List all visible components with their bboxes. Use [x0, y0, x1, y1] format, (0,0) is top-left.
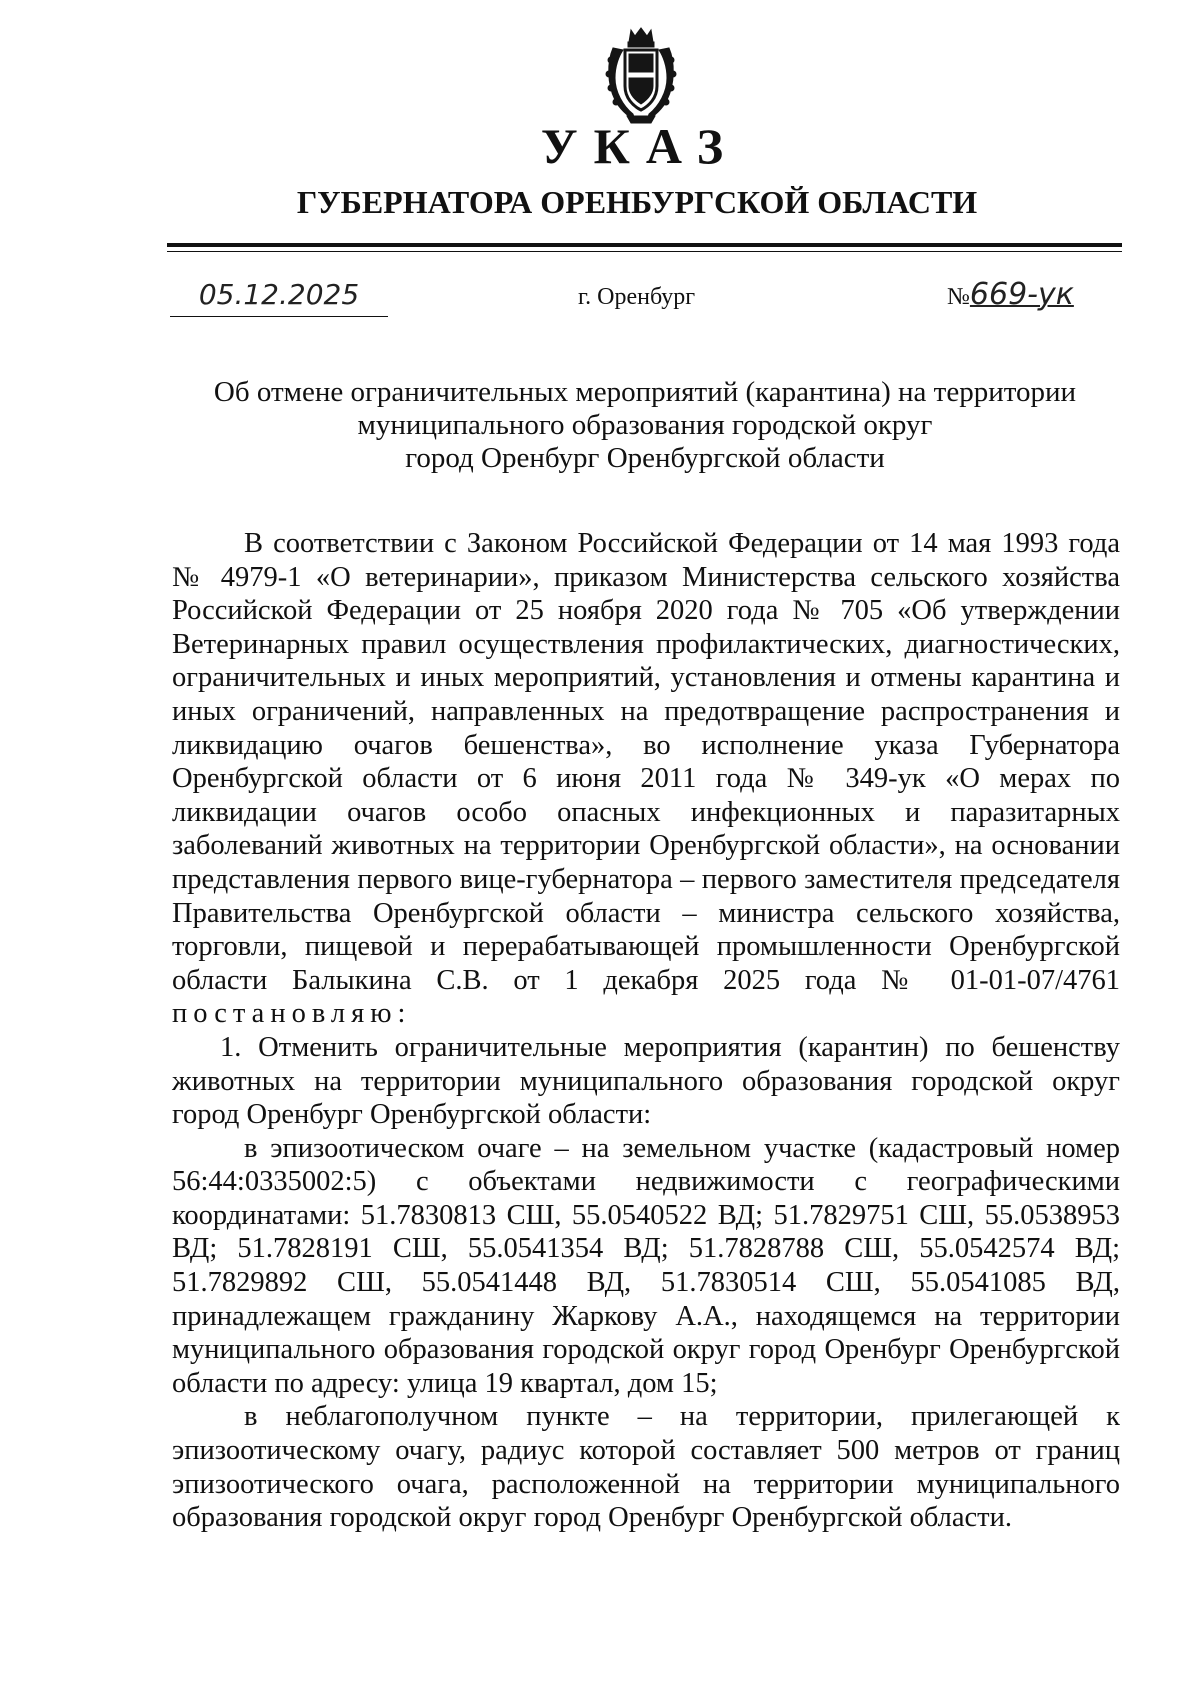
- document-number-value: 669-ук: [969, 277, 1074, 312]
- document-number-prefix: №: [947, 284, 970, 310]
- decree-word: постановляю:: [172, 998, 412, 1030]
- preamble-paragraph: [172, 527, 1120, 1031]
- item-1-focus-paragraph: в эпизоотическом очаге – на земельном участке (кадастровый номер 56:44:0335002:5) с объектами недвижимости с географическими координатами: 51.7830813 СШ, 55.0540522 ВД; 51.7829751 СШ, 55.0538953 ВД; 51.7828191 СШ, 55.0541354 ВД; 51.7828788 СШ, 55.0542574 ВД; 51.7829892 СШ, 55.0541448 ВД, 51.7830514 СШ, 55.0541085 ВД, принадлежащем гражданину Жаркову А.А., находящемся на территории муниципального образования городской округ город Оренбург Оренбургской области по адресу: улица 19 квартал, дом 15;: [172, 1132, 1120, 1399]
- document-body: [172, 527, 1120, 1535]
- header-divider-thin: [167, 251, 1122, 252]
- document-city: г. Оренбург: [578, 284, 696, 310]
- preamble-text: В соответствии с Законом Российской Федерации от 14 мая 1993 года № 4979-1 «О ветеринарии», приказом Министерства сельского хозяйства Российской Федерации от 25 ноября 2020 года № 705 «Об утверждении Ветеринарных правил осуществления профилактических, диагностических, ограничительных и иных мероприятий, установления и отмены карантина и иных ограничений, направленных на предотвращение распространения и ликвидацию очагов бешенства», во исполнение указа Губернатора Оренбургской области от 6 июня 2011 года № 349-ук «О мерах по ликвидации очагов особо опасных инфекционных и паразитарных заболеваний животных на территории Оренбургской области», на основании представления первого вице-губернатора – первого заместителя председателя Правительства Оренбургской области – министра сельского хозяйства, торговли, пищевой и перерабатывающей промышленности Оренбургской области Балыкина С.В. от 1 декабря 2025 года № 01-01-07/4761: [172, 528, 1120, 996]
- item-1-point-paragraph: в неблагополучном пункте – на территории, прилегающей к эпизоотическому очагу, радиус которой составляет 500 метров от границ эпизоотического очага, расположенной на территории муниципального образования городской округ город Оренбург Оренбургской области.: [172, 1401, 1120, 1534]
- document-title: УКАЗ: [540, 118, 740, 174]
- item-1-paragraph: 1. Отменить ограничительные мероприятия (карантин) по бешенству животных на территории муниципального образования городской округ город Оренбург Оренбургской области:: [172, 1031, 1120, 1131]
- document-date: 05.12.2025: [170, 276, 388, 317]
- document-number: [947, 276, 1074, 316]
- document-heading: [170, 376, 1120, 475]
- document-subtitle: ГУБЕРНАТОРА ОРЕНБУРГСКОЙ ОБЛАСТИ: [296, 184, 978, 220]
- heading-line-3: город Оренбург Оренбургской области: [405, 442, 885, 474]
- coat-of-arms-emblem: [601, 26, 681, 126]
- heading-line-1: Об отмене ограничительных мероприятий (карантина) на территории: [213, 376, 1077, 408]
- heading-line-2: муниципального образования городской округ: [357, 409, 933, 441]
- header-divider-thick: [167, 243, 1122, 247]
